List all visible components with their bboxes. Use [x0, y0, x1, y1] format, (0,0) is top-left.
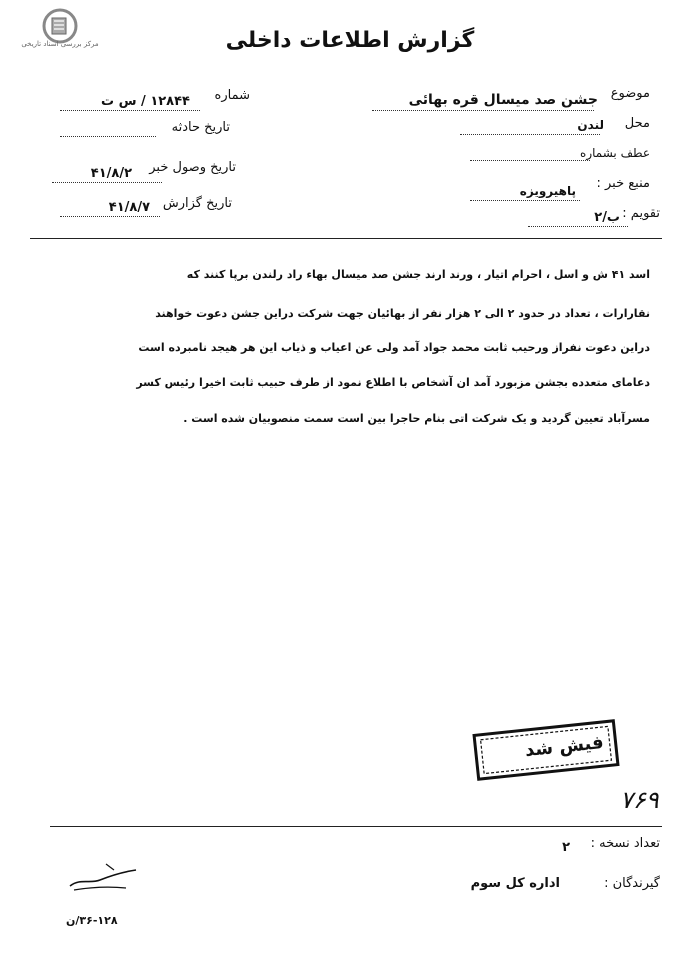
body-line-3: دراین دعوت نفراز ورحیب ثابت محمد جواد آمد ولی عن اعیاب و ذیاب این هر هیجد نامبرده است [138, 341, 650, 354]
number-label: شماره [214, 88, 250, 103]
report-date-label: تاریخ گزارش [162, 196, 232, 211]
body-line-4: دعامای متعدده بجشن مزبورد آمد ان آشخاص با اطلاع نمود از طرف حبیب ثابت اخیرا رئیس کسر [136, 376, 650, 389]
body-line-1: اسد ۴۱ ش و اسل ، احرام اتیار ، ورند ارند جشن صد میسال بهاء راد رلندن برپا کنند که [186, 268, 650, 281]
body-line-2: نقارارات ، تعداد در حدود ۲ الی ۲ هزار نفر از بهائیان جهت شرکت دراین جشن دعوت خواهند [155, 307, 650, 320]
number-dotted-line [60, 110, 200, 111]
receipt-date-value: ۴۱/۸/۲ [90, 166, 132, 181]
rating-label: تقویم : [622, 206, 660, 221]
source-value: پاهیرویزه [519, 184, 576, 198]
report-date-dotted-line [60, 216, 160, 217]
form-code: ۳۶-۱۲۸/ن [66, 914, 118, 927]
source-dotted-line [470, 200, 580, 201]
place-label: محل [624, 116, 650, 131]
subject-label: موضوع [610, 86, 650, 101]
receipt-date-label: تاریخ وصول خبر [149, 160, 236, 175]
stamp-text: فیش شد [523, 732, 605, 762]
place-value: لندن [577, 118, 604, 132]
recipients-value: اداره کل سوم [470, 876, 560, 891]
event-date-label: تاریخ حادثه [171, 120, 230, 135]
reference-dotted-line [470, 160, 590, 161]
place-dotted-line [460, 134, 600, 135]
copies-label: تعداد نسخه : [590, 836, 660, 851]
event-date-dotted-line [60, 136, 156, 137]
report-date-value: ۴۱/۸/۷ [108, 200, 150, 215]
page-title: گزارش اطلاعات داخلی [225, 28, 475, 53]
subject-value: جشن صد میسال قره بهائی [408, 92, 598, 108]
body-line-5: مسرآباد تعیین گردید و یک شرکت اتی بنام حاجرا بین است سمت منصوبیان شده است . [183, 412, 650, 425]
logo-caption: مرکز بررسی اسناد تاریخی [21, 40, 99, 48]
rating-dotted-line [528, 226, 628, 227]
subject-dotted-line [372, 110, 594, 111]
signature-icon [66, 858, 140, 894]
page-number: ۷۶۹ [620, 786, 659, 814]
header-separator [30, 238, 662, 239]
rating-value: ب/۲ [594, 210, 620, 225]
copies-value: ۲ [562, 840, 570, 855]
recipients-label: گیرندگان : [604, 876, 660, 891]
footer-separator [50, 826, 662, 827]
number-value: ۱۲۸۴۴ / س ت [100, 94, 190, 109]
filed-stamp [472, 719, 620, 782]
receipt-date-dotted-line [52, 182, 162, 183]
reference-label: عطف بشماره [580, 146, 650, 160]
source-label: منبع خبر : [596, 176, 650, 191]
